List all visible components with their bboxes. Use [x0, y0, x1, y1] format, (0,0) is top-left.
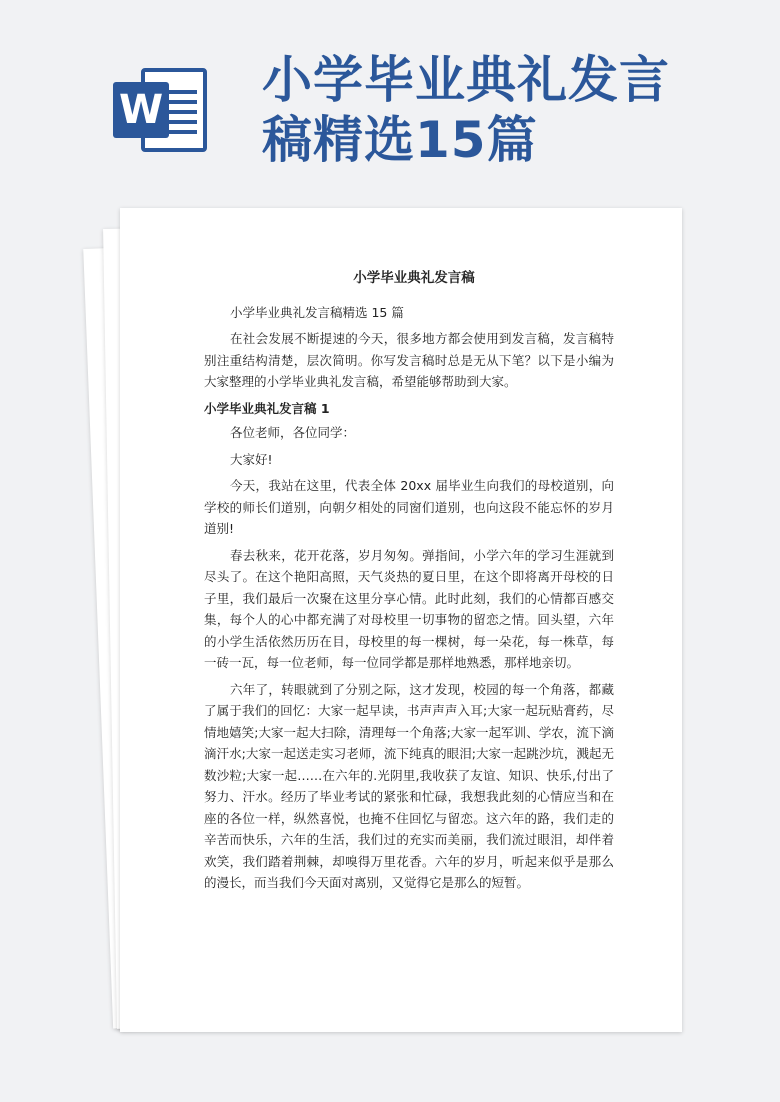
paragraph: 六年了，转眼就到了分别之际，这才发现，校园的每一个角落，都藏了属于我们的回忆：大家一起早读，书声声声入耳;大家一起玩贴膏药，尽情地嬉笑;大家一起大扫除，清理每一个角落;大家一起军训、学农，流下滴滴汗水;大家一起送走实习老师，流下纯真的眼泪;大家一起跳沙坑，溅起无数沙粒;大家一起……在六年的.光阴里,我收获了友谊、知识、快乐,付出了努力、汗水。经历了毕业考试的紧张和忙碌，我想我此刻的心情应当和在座的各位一样，纵然喜悦，也掩不住回忆与留恋。这六年的路，我们走的辛苦而快乐，六年的生活，我们过的充实而美丽，我们流过眼泪，却伴着欢笑，我们踏着荆棘，却嗅得万里花香。六年的岁月，听起来似乎是那么的漫长，而当我们今天面对离别，又觉得它是那么的短暂。	[204, 681, 614, 890]
paragraph: 小学毕业典礼发言稿精选 15 篇	[230, 304, 404, 320]
paragraph: 各位老师，各位同学：	[230, 425, 356, 440]
header	[0, 0, 780, 200]
document-body	[204, 268, 614, 899]
paragraph: 春去秋来，花开花落，岁月匆匆。弹指间，小学六年的学习生涯就到尽头了。在这个艳阳高照，天气炎热的夏日里，在这个即将离开母校的日子里，我们最后一次聚在这里分享心情。此时此刻，我们的心情都百感交集，每个人的心中都充满了对母校里一切事物的留恋之情。回头望，六年的小学生活依然历历在目，母校里的每一棵树，每一朵花，每一株草，每一砖一瓦，每一位老师，每一位同学都是那样地熟悉，那样地亲切。	[204, 547, 614, 670]
paragraph: 在社会发展不断提速的今天，很多地方都会使用到发言稿，发言稿特别注重结构清楚，层次简明。你写发言稿时总是无从下笔？以下是小编为大家整理的小学毕业典礼发言稿，希望能够帮助到大家。	[204, 331, 614, 389]
word-letter-badge: W	[113, 82, 169, 138]
page-title: 小学毕业典礼发言稿精选15篇	[262, 51, 670, 169]
document-title: 小学毕业典礼发言稿	[353, 270, 475, 286]
word-icon	[113, 68, 207, 152]
paragraph: 今天，我站在这里，代表全体 20xx 届毕业生向我们的母校道别，向学校的师长们道别，向朝夕相处的同窗们道别，也向这段不能忘怀的岁月道别!	[204, 478, 614, 536]
section-heading: 小学毕业典礼发言稿 1	[204, 400, 330, 416]
paragraph: 大家好!	[230, 451, 273, 467]
